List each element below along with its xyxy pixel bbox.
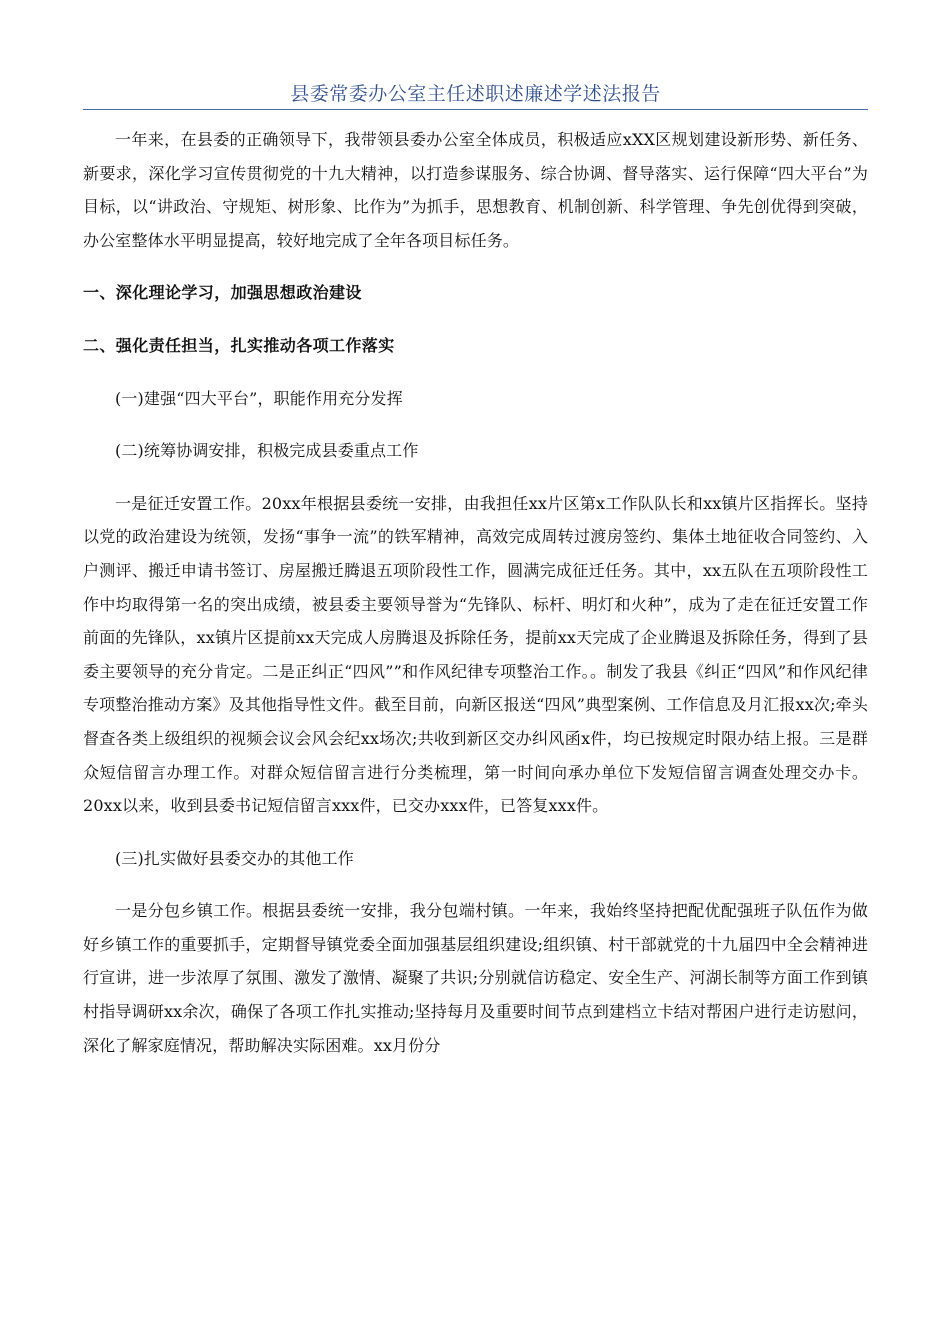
- spacer: [83, 468, 868, 487]
- section-heading-2: 二、强化责任担当，扎实推动各项工作落实: [83, 335, 395, 355]
- spacer: [83, 310, 868, 329]
- title-divider: [83, 109, 868, 110]
- subsection-heading-1: (一)建强“四大平台”，职能作用充分发挥: [115, 388, 403, 408]
- section-heading-1: 一、深化理论学习，加强思想政治建设: [83, 283, 362, 303]
- intro-paragraph: 一年来，在县委的正确领导下，我带领县委办公室全体成员，积极适应xXX区规划建设新形势、新任务、新要求，深化学习宣传贯彻党的十九大精神，以打造参谋服务、综合协调、督导落实、运行保障“四大平台”为目标，以“讲政治、守规矩、树形象、比作为”为抓手，思想教育、机制创新、科学管理、争先创优得到突破，办公室整体水平明显提高，较好地完成了全年各项目标任务。: [83, 130, 868, 250]
- document-title: 县委常委办公室主任述职述廉述学述法报告: [290, 83, 661, 105]
- document-body: [83, 123, 868, 1062]
- spacer: [83, 363, 868, 382]
- body-paragraph-2: 一是征迁安置工作。20xx年根据县委统一安排，由我担任xx片区第x工作队队长和xx镇片区指挥长。坚持以党的政治建设为统领，发扬“事争一流”的铁军精神，高效完成周转过渡房签约、集体土地征收合同签约、入户测评、搬迁申请书签订、房屋搬迁腾退五项阶段性工作，圆满完成征迁任务。其中，xx五队在五项阶段性工作中均取得第一名的突出成绩，被县委主要领导誉为“先锋队、标杆、明灯和火种”，成为了走在征迁安置工作前面的先锋队，xx镇片区提前xx天完成人房腾退及拆除任务，提前xx天完成了企业腾退及拆除任务，得到了县委主要领导的充分肯定。二是正纠正“四风””和作风纪律专项整治工作。。制发了我县《纠正“四风”和作风纪律专项整治推动方案》及其他指导性文件。截至目前，向新区报送“四风”典型案例、工作信息及月汇报xx次;牵头督查各类上级组织的视频会议会风会纪xx场次;共收到新区交办纠风函x件，均已按规定时限办结上报。三是群众短信留言办理工作。对群众短信留言进行分类梳理，第一时间向承办单位下发短信留言调查处理交办卡。20xx以来，收到县委书记短信留言xxx件，已交办xxx件，已答复xxx件。: [83, 493, 868, 816]
- subsection-heading-2: (二)统筹协调安排，积极完成县委重点工作: [115, 441, 419, 461]
- spacer: [83, 415, 868, 434]
- spacer: [83, 875, 868, 894]
- spacer: [83, 823, 868, 842]
- spacer: [83, 257, 868, 276]
- body-paragraph-3: 一是分包乡镇工作。根据县委统一安排，我分包端村镇。一年来，我始终坚持把配优配强班子队伍作为做好乡镇工作的重要抓手，定期督导镇党委全面加强基层组织建设;组织镇、村干部就党的十九届四中全会精神进行宣讲，进一步浓厚了氛围、激发了激情、凝聚了共识;分别就信访稳定、安全生产、河湖长制等方面工作到镇村指导调研xx余次，确保了各项工作扎实推动;坚持每月及重要时间节点到建档立卡结对帮困户进行走访慰问，深化了解家庭情况，帮助解决实际困难。xx月份分: [83, 901, 868, 1055]
- subsection-heading-3: (三)扎实做好县委交办的其他工作: [115, 848, 354, 868]
